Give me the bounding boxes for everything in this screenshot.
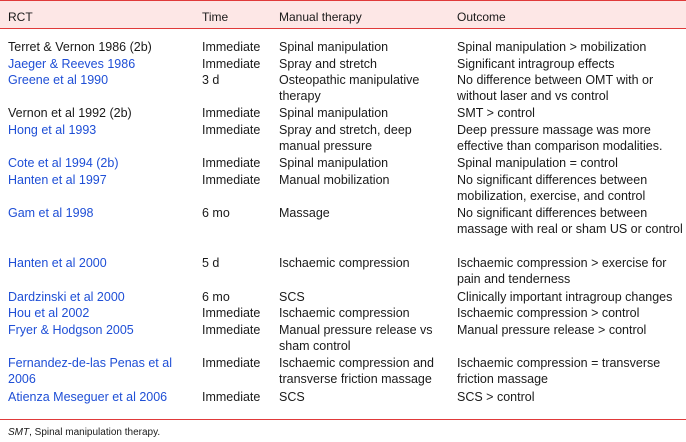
header-rct: RCT	[8, 10, 33, 24]
outcome-cell: No difference between OMT with or without laser and vs control	[457, 73, 654, 103]
outcome-cell: Spinal manipulation > mobilization	[457, 40, 647, 54]
time-cell: Immediate	[202, 123, 261, 137]
time-cell: Immediate	[202, 356, 261, 370]
outcome-cell: Ischaemic compression > control	[457, 306, 640, 320]
rct-link[interactable]: Hanten et al 1997	[8, 173, 107, 187]
therapy-cell: Manual mobilization	[279, 173, 390, 187]
time-cell: Immediate	[202, 106, 261, 120]
therapy-cell: SCS	[279, 290, 305, 304]
outcome-cell: Deep pressure massage was more effective than comparison modalities.	[457, 123, 663, 153]
time-cell: Immediate	[202, 306, 261, 320]
rct-cell: Terret & Vernon 1986 (2b)	[8, 40, 152, 54]
therapy-cell: Spinal manipulation	[279, 106, 389, 120]
therapy-cell: Manual pressure release vs sham control	[279, 323, 433, 353]
therapy-cell: SCS	[279, 390, 305, 404]
rct-link[interactable]: Cote et al 1994 (2b)	[8, 156, 119, 170]
time-cell: 3 d	[202, 73, 220, 87]
time-cell: 6 mo	[202, 290, 230, 304]
therapy-cell: Ischaemic compression	[279, 256, 410, 270]
rct-link[interactable]: Fryer & Hodgson 2005	[8, 323, 134, 337]
table-footnote	[8, 427, 160, 439]
header-outcome: Outcome	[457, 10, 506, 24]
time-cell: Immediate	[202, 40, 261, 54]
outcome-cell: Ischaemic compression = transverse friction massage	[457, 356, 661, 386]
rct-link[interactable]: Hou et al 2002	[8, 306, 90, 320]
footnote-text: , Spinal manipulation therapy.	[29, 427, 161, 438]
rct-link[interactable]: Atienza Meseguer et al 2006	[8, 390, 168, 404]
time-cell: Immediate	[202, 57, 261, 71]
therapy-cell: Ischaemic compression and transverse friction massage	[279, 356, 434, 386]
time-cell: Immediate	[202, 173, 261, 187]
outcome-cell: No significant differences between mobilization, exercise, and control	[457, 173, 648, 203]
rct-link[interactable]: Gam et al 1998	[8, 206, 94, 220]
time-cell: 5 d	[202, 256, 220, 270]
rct-link[interactable]: Jaeger & Reeves 1986	[8, 57, 136, 71]
rct-cell: Vernon et al 1992 (2b)	[8, 106, 132, 120]
outcome-cell: Spinal manipulation = control	[457, 156, 618, 170]
outcome-cell: SMT > control	[457, 106, 535, 120]
therapy-cell: Spray and stretch	[279, 57, 377, 71]
outcome-cell: Manual pressure release > control	[457, 323, 647, 337]
time-cell: Immediate	[202, 323, 261, 337]
therapy-cell: Spinal manipulation	[279, 40, 389, 54]
rct-link[interactable]: Hong et al 1993	[8, 123, 97, 137]
table-header	[0, 0, 686, 29]
rct-link[interactable]: Hanten et al 2000	[8, 256, 107, 270]
footnote-abbreviation: SMT	[8, 427, 30, 438]
therapy-cell: Spinal manipulation	[279, 156, 389, 170]
time-cell: 6 mo	[202, 206, 230, 220]
therapy-cell: Spray and stretch, deep manual pressure	[279, 123, 412, 153]
therapy-cell: Massage	[279, 206, 330, 220]
outcome-cell: SCS > control	[457, 390, 535, 404]
header-manual-therapy: Manual therapy	[279, 10, 362, 24]
time-cell: Immediate	[202, 390, 261, 404]
outcome-cell: Clinically important intragroup changes	[457, 290, 673, 304]
time-cell: Immediate	[202, 156, 261, 170]
outcome-cell: Significant intragroup effects	[457, 57, 615, 71]
outcome-cell: Ischaemic compression > exercise for pain and tenderness	[457, 256, 667, 286]
therapy-cell: Osteopathic manipulative therapy	[279, 73, 420, 103]
rct-link[interactable]: Dardzinski et al 2000	[8, 290, 125, 304]
therapy-cell: Ischaemic compression	[279, 306, 410, 320]
outcome-cell: No significant differences between massage with real or sham US or control	[457, 206, 683, 236]
rct-link[interactable]: Greene et al 1990	[8, 73, 109, 87]
table-bottom-rule	[0, 419, 686, 420]
rct-link[interactable]: Fernandez-de-las Penas et al 2006	[8, 356, 172, 386]
header-time: Time	[202, 10, 229, 24]
